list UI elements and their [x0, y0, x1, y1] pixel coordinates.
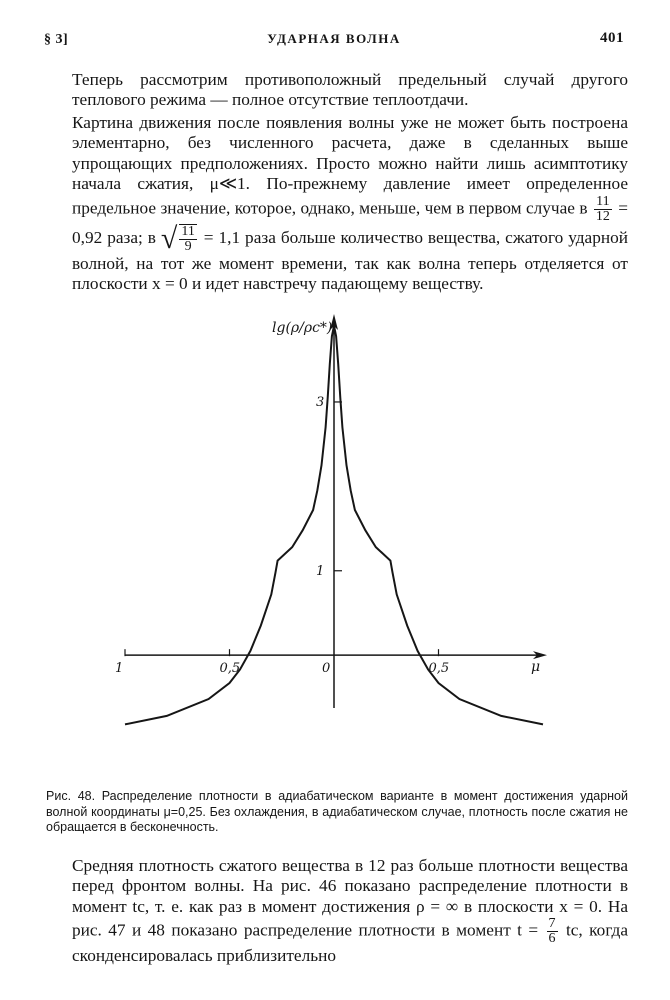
- x-axis-label: μ: [531, 659, 541, 676]
- y-tick-label: 1: [316, 563, 325, 579]
- paragraph-1: Теперь рассмотрим противоположный предельный случай другого теплового режима — полное отсутствие теплоотдачи.: [72, 70, 628, 110]
- sqrt-sign: √: [160, 221, 178, 255]
- fraction-11-9: [179, 224, 196, 254]
- page-number: 401: [600, 30, 624, 46]
- figure-caption: Рис. 48. Распределение плотности в адиабатическом варианте в момент достижения ударной волной координаты μ=0,25. Без охлаждения, в адиабатическом случае, плотность после сжатия не обращается в бесконечность.: [46, 789, 628, 834]
- axis-ticks: [115, 395, 449, 676]
- paragraph-2-text-c: = 1,1 раза больше количество вещества, сжатого ударной волной, на тот же момент времени, так как волна теперь отделяется от плоскости x = 0 и идет навстречу падающему веществу.: [72, 227, 628, 294]
- y-axis-label: lg(ρ/ρc*): [272, 320, 333, 336]
- paragraph-3-text-a: Средняя плотность сжатого вещества в 12 раз больше плотности вещества перед фронтом волны. На рис. 46 показано распределение плотности в момент tc, т. е. как раз в момент достижения ρ = ∞ в плоскости x = 0. На рис. 47 и 48 показано распределение плотности в момент t =: [72, 856, 628, 940]
- y-tick-label: 3: [316, 394, 325, 410]
- x-tick-label: 1: [115, 661, 124, 677]
- x-tick-label: 0,5: [219, 661, 241, 677]
- frac2-denominator: 9: [184, 238, 192, 254]
- density-figure: [115, 312, 555, 752]
- fraction-7-6: [547, 917, 558, 946]
- fraction-11-12: [594, 195, 612, 224]
- x-tick-label: 0: [322, 661, 331, 677]
- paragraph-2: [72, 113, 628, 294]
- paragraph-3-text-b: tc, когда сконденсировалась приблизительно: [72, 920, 629, 966]
- frac2-numerator: 11: [181, 223, 195, 239]
- section-number: § 3]: [44, 32, 69, 47]
- paragraph-3: [72, 856, 628, 967]
- paragraph-2-text-b: = 0,92 раза; в: [72, 198, 628, 247]
- paragraph-2-text-a: Картина движения после появления волны уже не может быть построена элементарно, без численного расчета, даже в сделанных выше упрощающих предположениях. Просто можно найти лишь асимптотику начала сжатия, μ≪1. По-прежнему давление имеет определенное предельное значение, которое, однако, меньше, чем в первом случае в: [72, 113, 628, 218]
- x-tick-label: 0,5: [428, 661, 450, 677]
- frac3-numerator: 7: [548, 916, 556, 932]
- frac1-numerator: 11: [594, 195, 612, 210]
- chapter-title: УДАРНАЯ ВОЛНА: [267, 31, 401, 46]
- running-head: [44, 30, 624, 50]
- frac1-denominator: 12: [595, 208, 610, 224]
- frac3-denominator: 6: [548, 931, 556, 947]
